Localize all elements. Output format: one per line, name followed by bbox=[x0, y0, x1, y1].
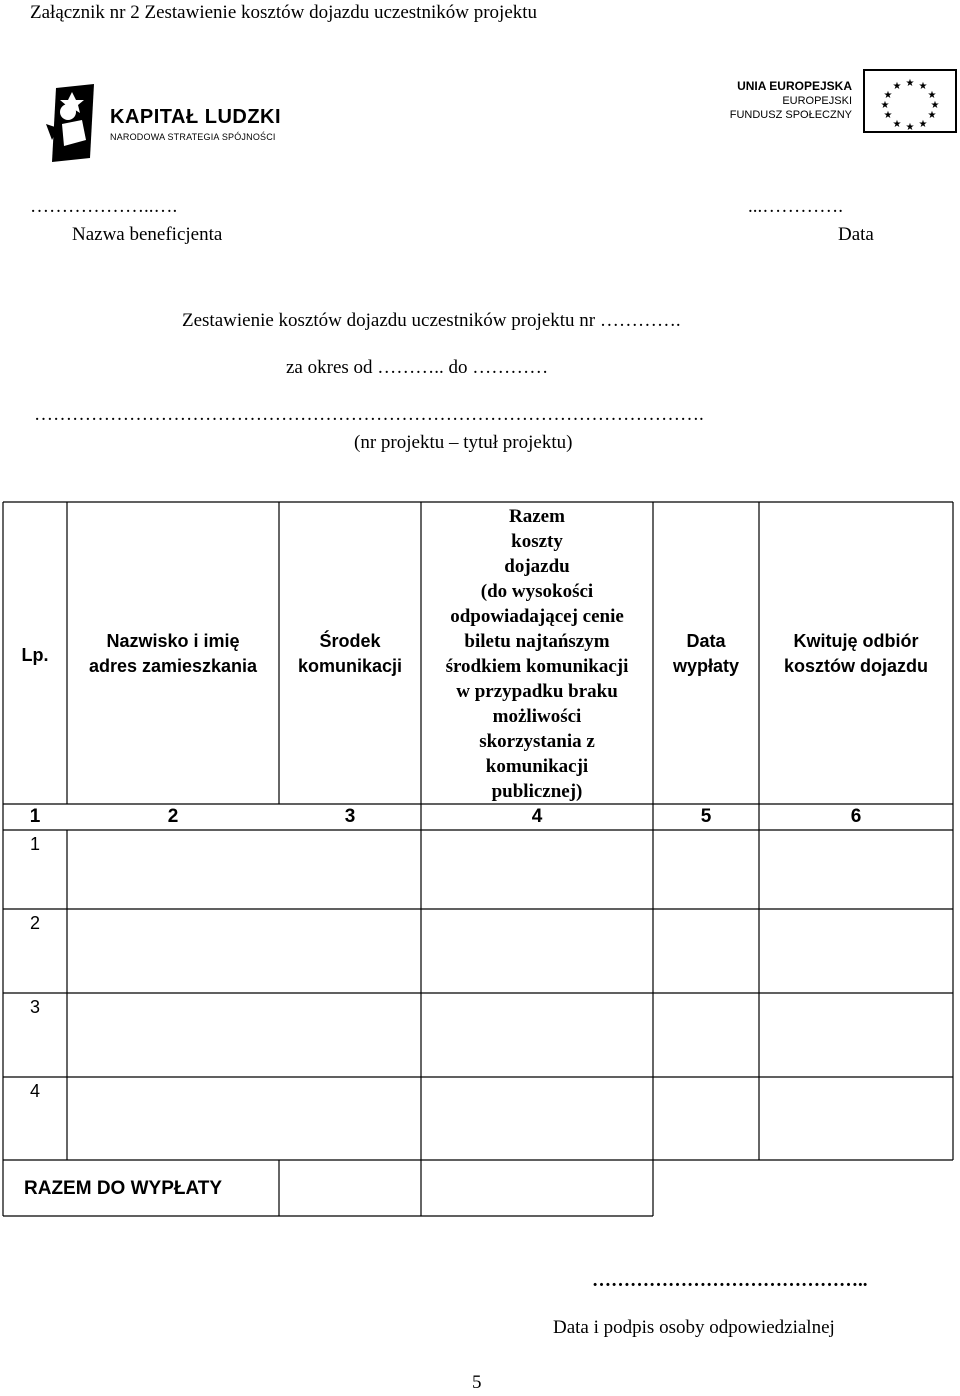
header-transport-line1: Środek bbox=[319, 631, 381, 651]
header-cost-line: skorzystania z bbox=[479, 731, 595, 752]
svg-text:★: ★ bbox=[927, 90, 937, 101]
svg-text:★: ★ bbox=[918, 119, 928, 130]
attachment-title: Załącznik nr 2 Zestawienie kosztów dojazdu uczestników projektu bbox=[30, 2, 538, 23]
column-number: 5 bbox=[700, 806, 712, 827]
header-cost-line: koszty bbox=[511, 531, 563, 552]
project-dots: ……………………………………………………………………………………………. bbox=[34, 404, 704, 425]
column-number: 3 bbox=[344, 806, 356, 827]
header-receipt bbox=[759, 628, 953, 680]
header-cost bbox=[421, 504, 653, 804]
header-transport-line2: komunikacji bbox=[297, 656, 403, 676]
header-cost-line: komunikacji bbox=[485, 756, 589, 777]
svg-text:★: ★ bbox=[883, 90, 893, 101]
header-cost-line: odpowiadającej cenie bbox=[450, 606, 624, 627]
header-cost-line: możliwości bbox=[492, 706, 582, 727]
page-number: 5 bbox=[472, 1372, 482, 1393]
svg-text:★: ★ bbox=[905, 122, 915, 131]
header-name-line1: Nazwisko i imię bbox=[106, 631, 240, 651]
svg-text:★: ★ bbox=[892, 81, 902, 92]
svg-text:★: ★ bbox=[918, 81, 928, 92]
kapital-ludzki-title: KAPITAŁ LUDZKI bbox=[110, 106, 282, 128]
column-number: 6 bbox=[850, 806, 862, 827]
beneficiary-label: Nazwa beneficjenta bbox=[72, 224, 223, 245]
kapital-ludzki-subtitle: NARODOWA STRATEGIA SPÓJNOŚCI bbox=[110, 132, 276, 142]
date-dots: ...…………. bbox=[748, 196, 843, 217]
header-payout-line1: Data bbox=[686, 631, 726, 651]
table-row-number: 2 bbox=[30, 913, 41, 933]
column-number: 1 bbox=[29, 806, 41, 827]
column-number: 2 bbox=[167, 806, 179, 827]
period-line: za okres od ……….. do ………… bbox=[286, 357, 549, 378]
header-payout-date bbox=[653, 628, 759, 680]
header-cost-line: (do wysokości bbox=[480, 581, 594, 602]
table-row-number: 3 bbox=[30, 997, 41, 1017]
header-cost-line: środkiem komunikacji bbox=[445, 656, 629, 677]
eu-line2: EUROPEJSKI bbox=[782, 95, 852, 107]
project-label: (nr projektu – tytuł projektu) bbox=[354, 432, 573, 453]
header-cost-line: dojazdu bbox=[504, 556, 570, 577]
date-label: Data bbox=[838, 224, 874, 245]
svg-text:★: ★ bbox=[930, 100, 940, 111]
header-payout-line2: wypłaty bbox=[672, 656, 740, 676]
header-name bbox=[67, 628, 279, 680]
header-receipt-line1: Kwituję odbiór bbox=[793, 631, 919, 651]
total-label: RAZEM DO WYPŁATY bbox=[24, 1178, 223, 1199]
header-cost-line: biletu najtańszym bbox=[464, 631, 610, 652]
svg-text:★: ★ bbox=[892, 119, 902, 130]
header-name-line2: adres zamieszkania bbox=[88, 656, 258, 676]
column-number: 4 bbox=[531, 806, 543, 827]
svg-text:★: ★ bbox=[880, 100, 890, 111]
summary-line: Zestawienie kosztów dojazdu uczestników projektu nr …………. bbox=[182, 310, 681, 331]
signature-dots: …………………………………….. bbox=[592, 1270, 868, 1291]
eu-line1: UNIA EUROPEJSKA bbox=[737, 79, 852, 93]
header-receipt-line2: kosztów dojazdu bbox=[784, 656, 928, 676]
signature-label: Data i podpis osoby odpowiedzialnej bbox=[553, 1317, 835, 1338]
header-cost-line: Razem bbox=[509, 506, 565, 527]
beneficiary-dots: ………………..…. bbox=[30, 196, 178, 217]
header-lp: Lp. bbox=[21, 644, 49, 665]
header-transport bbox=[279, 628, 421, 680]
svg-text:★: ★ bbox=[883, 110, 893, 121]
eu-line3: FUNDUSZ SPOŁECZNY bbox=[729, 109, 852, 121]
header-cost-line: publicznej) bbox=[491, 781, 583, 802]
table-row-number: 1 bbox=[30, 834, 41, 854]
svg-text:★: ★ bbox=[927, 110, 937, 121]
table-row-number: 4 bbox=[30, 1081, 41, 1101]
header-cost-line: w przypadku braku bbox=[456, 681, 618, 702]
svg-text:★: ★ bbox=[905, 78, 915, 89]
